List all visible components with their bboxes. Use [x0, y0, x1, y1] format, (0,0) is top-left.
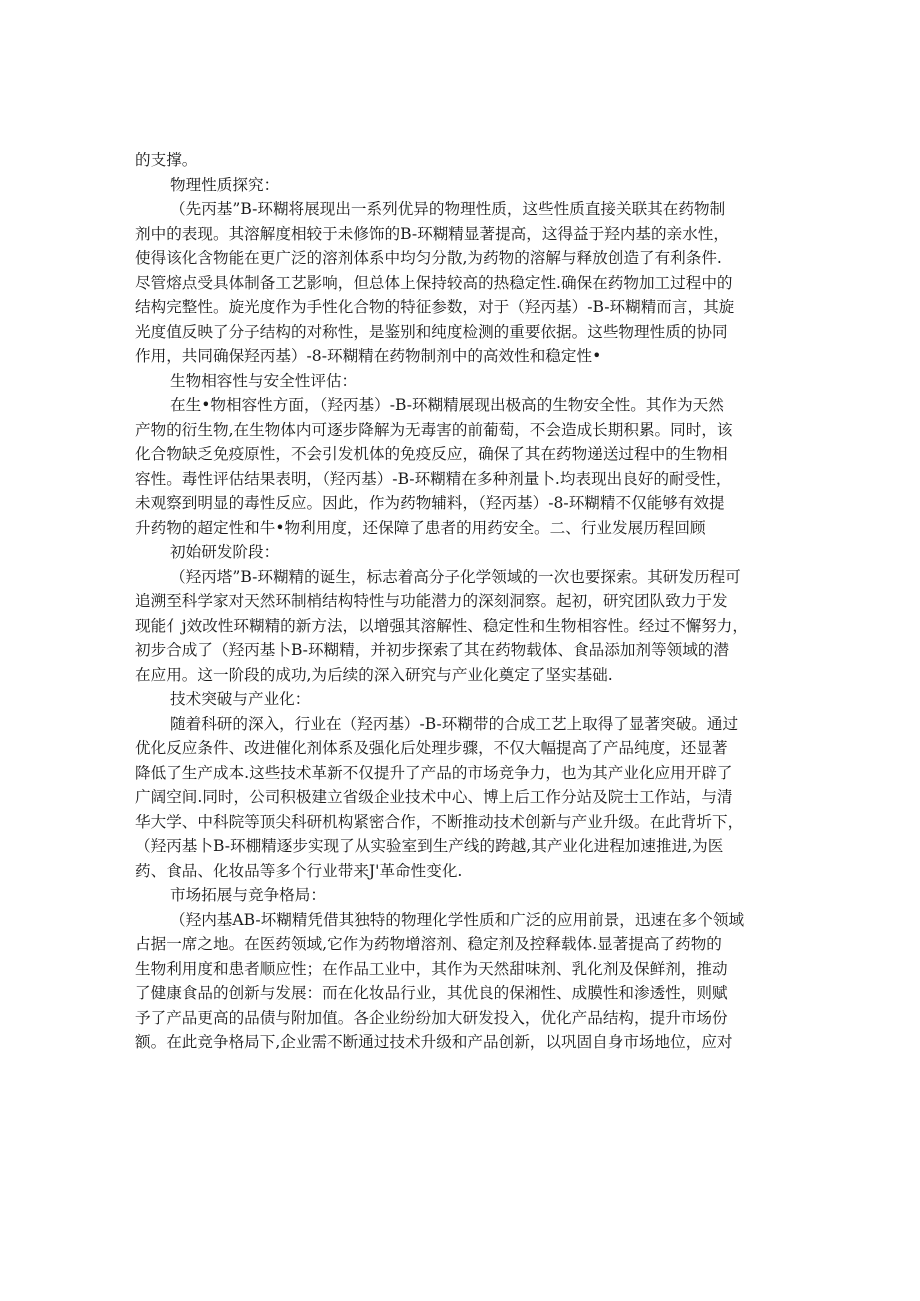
intro-line: 的支撑。: [135, 151, 198, 169]
paragraph-line: 升药物的超定性和牛•物利用度，还保障了患者的用药安全。二、行业发展历程回顾: [135, 518, 706, 537]
section-heading-biocompat: 生物相容性与安全性评估：: [170, 371, 358, 390]
paragraph-line: （先丙基”B-环糊将展现出一系列优异的物理性质，这些性质直接关联其在药物制: [170, 200, 726, 218]
section-heading-tech-breakthrough: 技术突破与产业化：: [170, 690, 311, 708]
paragraph-line: 初步合成了（羟丙基卜B-环糊精，并初步探索了其在药物载体、食品添加剂等领域的潜: [135, 641, 729, 659]
paragraph-line: 生物利用度和患者顺应性；在作品工业中，其作为天然甜味剂、乳化剂及保鲜剂，推动: [135, 959, 728, 978]
paragraph-line: 光度值反映了分子结构的对称性，是鉴别和纯度检测的重要依据。这些物理性质的协同: [135, 322, 728, 341]
paragraph-line: 予了产品更高的品债与附加值。各企业纷纷加大研发投入，优化产品结构，提升市场份: [135, 1008, 728, 1027]
paragraph-line: 追溯至科学家对天然环制梢结构特性与功能潜力的深刻洞察。起初，研究团队致力于发: [135, 592, 728, 610]
paragraph-line: （羟内基AB-坏糊精凭借其独特的物理化学性质和广泛的应用前景，迅速在多个领域: [170, 910, 745, 929]
paragraph-line: 随着科研的深入，行业在（羟丙基）-B-环糊带的合成工艺上取得了显著突破。通过: [170, 714, 739, 733]
paragraph-line: 容性。毒性评估结果表明，（羟丙基）-B-环糊精在多种剂量卜.均表现出良好的耐受性，: [135, 469, 732, 488]
paragraph-line: 在生•物相容性方面，（羟丙基）-B-环糊精展现出极高的生物安全性。其作为天然: [170, 396, 724, 414]
paragraph-line: 使得该化含物能在更广泛的溶剂体系中均匀分散,为药物的溶解与释放创造了有利条件.: [135, 249, 722, 267]
paragraph-line: 在应用。这一阶段的成功,为后续的深入研究与产业化奠定了坚实基础.: [135, 665, 613, 684]
paragraph-line: 产物的衍生物,在生物体内可逐步降解为无毒害的前葡萄，不会造成长期积累。同时，该: [135, 420, 733, 439]
paragraph-line: 化合物缺乏免疫原性，不会引发机体的免疫反应，确保了其在药物递送过程中的生物相: [135, 445, 728, 463]
paragraph-line: （羟丙基卜B-环棚精逐步实现了从实验室到生产线的跨越,其产业化进程加速推进,为医: [135, 837, 724, 855]
paragraph-line: 现能亻j效改性环糊精的新方法，以增强其溶解性、稳定性和生物相容性。经过不懈努力，: [135, 616, 748, 635]
paragraph-line: 剂中的表现。其溶解度相较于未修饰的B-环糊精显著提高，这得益于羟内基的亲水性，: [135, 224, 729, 243]
paragraph-line: 额。在此竞争格局下,企业需不断通过技术升级和产品创新，以巩固自身市场地位，应对: [135, 1033, 733, 1051]
paragraph-line: 优化反应条件、改进催化剂体系及强化后处理步骤，不仅大幅提高了产品纯度，还显著: [135, 739, 728, 757]
paragraph-line: 占据一席之地。在医药领域,它作为药物增溶剂、稳定剂及控释载体.显著提高了药物的: [135, 935, 722, 953]
paragraph-line: 了健康食品的创新与发展：而在化妆品行业，其优良的保湘性、成膜性和渗透性，则赋: [135, 984, 728, 1002]
paragraph-line: 作用，共同确保羟丙基）-8-环糊精在药物制剂中的高效性和稳定性•: [135, 347, 602, 365]
section-heading-market: 市场拓展与竞争格局：: [170, 886, 326, 904]
paragraph-line: 广阔空间.同时，公司积极建立省级企业技术中心、博上后工作分站及院士工作站，与清: [135, 788, 733, 806]
paragraph-line: 药、食品、化妆品等多个行业带来J'革命性变化.: [135, 861, 463, 880]
paragraph-line: 未观察到明显的毒性反应。因此，作为药物辅料，（羟丙基）-8-环糊精不仅能够有效提: [135, 494, 725, 512]
section-heading-initial-rd: 初始研发阶段：: [170, 543, 280, 561]
paragraph-line: （羟丙塔”B-环糊精的诞生，标志着高分子化学领域的一次也要探索。其研发历程可: [170, 567, 741, 586]
paragraph-line: 降低了生产成本.这些技术革新不仅提升了产品的市场竞争力，也为其产业化应用开辟了: [135, 763, 733, 782]
section-heading-physical: 物理性质探究：: [170, 175, 280, 194]
paragraph-line: 尽管熔点受具体制备工艺影响，但总体上保持较高的热稳定性.确保在药物加工过程中的: [135, 273, 733, 292]
paragraph-line: 华大学、中科院等顶尖科研机构紧密合作，不断推动技术创新与产业升级。在此背圻下，: [135, 812, 744, 831]
paragraph-line: 结构完整性。旋光度作为手性化合物的特征参数，对于（羟丙基）-B-环糊精而言，其旋: [135, 298, 735, 316]
document-body: [135, 148, 790, 1055]
